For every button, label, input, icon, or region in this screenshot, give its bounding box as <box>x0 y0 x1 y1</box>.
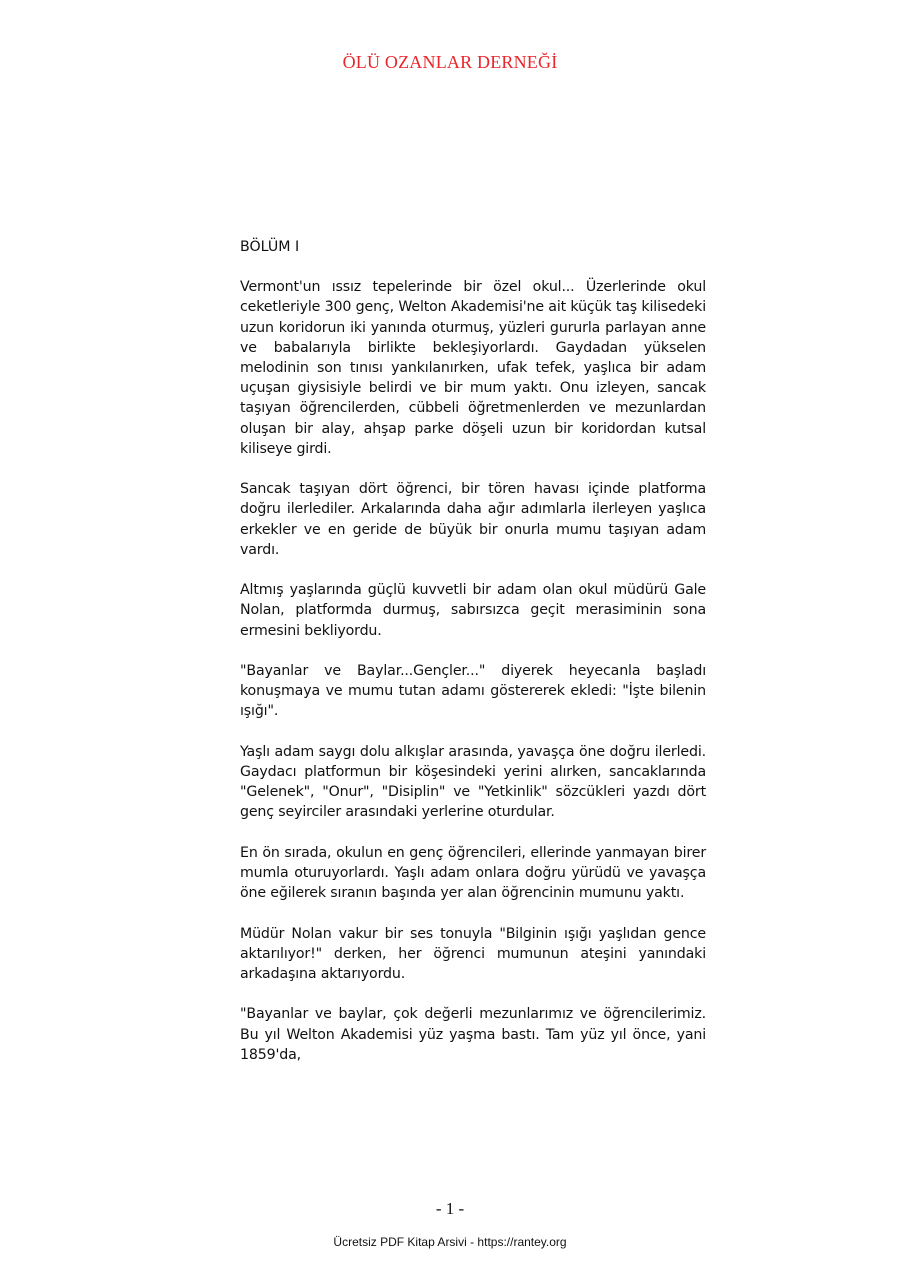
paragraph: "Bayanlar ve baylar, çok değerli mezunlarımız ve öğrencilerimiz. Bu yıl Welton Akademisi yüz yaşma bastı. Tam yüz yıl önce, yani 1859'da, <box>240 1006 706 1063</box>
paragraph: Müdür Nolan vakur bir ses tonuyla "Bilginin ışığı yaşlıdan gence aktarılıyor!" derken, her öğrenci mumunun ateşini yanındaki arkadaşına aktarıyordu. <box>240 925 706 983</box>
page-number: - 1 - <box>435 1199 465 1218</box>
paragraph: "Bayanlar ve Baylar...Gençler..." diyerek heyecanla başladı konuşmaya ve mumu tutan adamı göstererek ekledi: "İşte bilenin ışığı". <box>240 663 706 720</box>
paragraph: En ön sırada, okulun en genç öğrencileri, ellerinde yanmayan birer mumla oturuyorlardı. Yaşlı adam onlara doğru yürüdü ve yavaşça öne eğilerek sıranın başında yer alan öğrencinin mumunu yaktı. <box>240 844 706 902</box>
main-text <box>240 237 706 1085</box>
footer-source-note: Ücretsiz PDF Kitap Arsivi - https://rantey.org <box>333 1235 567 1249</box>
paragraph: Sancak taşıyan dört öğrenci, bir tören havası içinde platforma doğru ilerlediler. Arkalarında daha ağır adımlarla ilerleyen yaşlıca erkekler ve en geride de büyük bir onurla mumu taşıyan adam vardı. <box>240 481 706 558</box>
paragraph: Altmış yaşlarında güçlü kuvvetli bir adam olan okul müdürü Gale Nolan, platformda durmuş, sabırsızca geçit merasiminin sona ermesini bekliyordu. <box>240 582 706 639</box>
chapter-heading: BÖLÜM I <box>240 239 300 255</box>
book-title: ÖLÜ OZANLAR DERNEĞİ <box>342 52 558 72</box>
paragraph: Vermont'un ıssız tepelerinde bir özel okul... Üzerlerinde okul ceketleriyle 300 genç, Welton Akademisi'ne ait küçük taş kilisedeki uzun koridorun iki yanında oturmuş, yüzleri gururla parlayan anne ve babalarıyla birlikte bekleşiyorlardı. Gaydadan yükselen melodinin son tınısı yankılanırken, ufak tefek, yaşlıca bir adam uçuşan giysisiyle belirdi ve bir mum yaktı. Onu izleyen, sancak taşıyan öğrencilerden, cübbeli öğretmenlerden ve mezunlardan oluşan bir alay, ahşap parke döşeli uzun bir koridordan kutsal kiliseye girdi. <box>240 279 706 457</box>
paragraph: Yaşlı adam saygı dolu alkışlar arasında, yavaşça öne doğru ilerledi. Gaydacı platformun bir köşesindeki yerini alırken, sancaklarında "Gelenek", "Onur", "Disiplin" ve "Yetkinlik" sözcükleri yazdı dört genç seyirciler arasındaki yerlerine oturdular. <box>240 743 706 821</box>
